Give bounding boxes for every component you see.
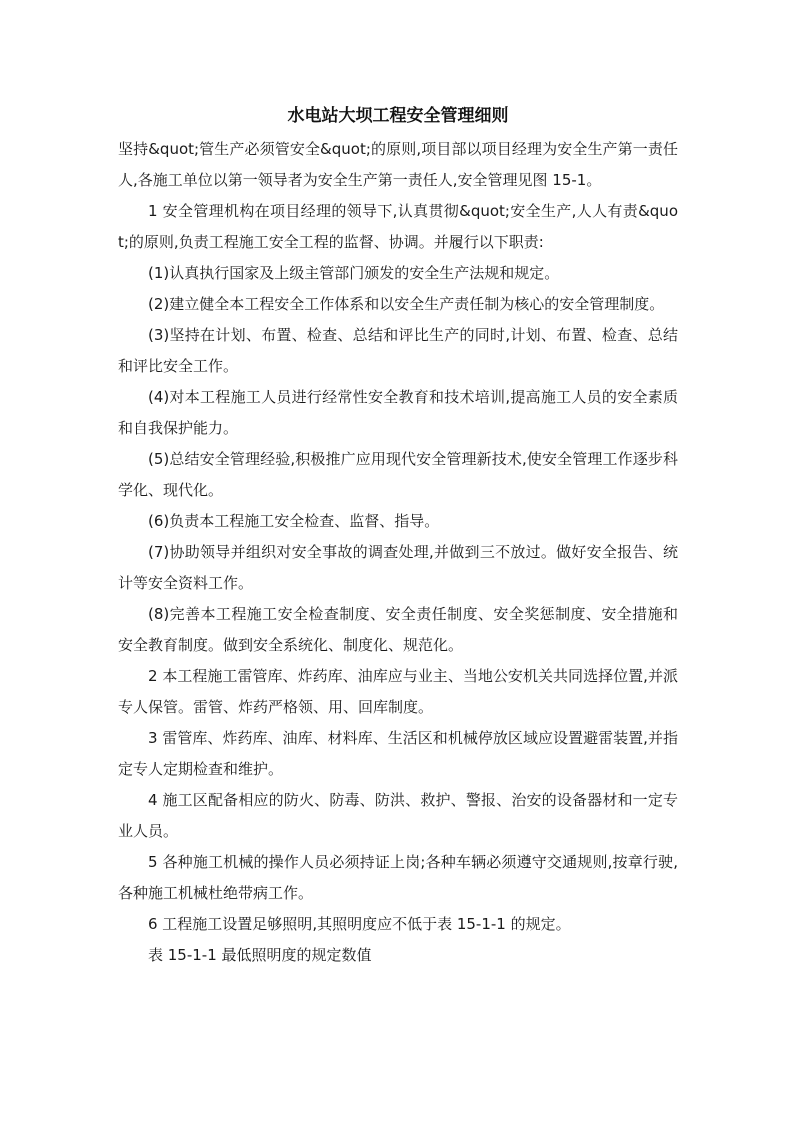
paragraph: (4)对本工程施工人员进行经常性安全教育和技术培训,提高施工人员的安全素质和自我保护能力。 [118, 388, 678, 437]
paragraph: (7)协助领导并组织对安全事故的调查处理,并做到三不放过。做好安全报告、统计等安全资料工作。 [118, 543, 678, 592]
paragraph: 表 15-1-1 最低照明度的规定数值 [148, 946, 372, 964]
paragraph: 5 各种施工机械的操作人员必须持证上岗;各种车辆必须遵守交通规则,按章行驶,各种施工机械杜绝带病工作。 [118, 853, 678, 902]
paragraph: 1 安全管理机构在项目经理的领导下,认真贯彻&quot;安全生产,人人有责&quot;的原则,负责工程施工安全工程的监督、协调。并履行以下职责: [118, 202, 678, 251]
paragraph: 3 雷管库、炸药库、油库、材料库、生活区和机械停放区域应设置避雷装置,并指定专人定期检查和维护。 [118, 729, 678, 778]
paragraph: 坚持&quot;管生产必须管安全&quot;的原则,项目部以项目经理为安全生产第一责任人,各施工单位以第一领导者为安全生产第一责任人,安全管理见图 15-1。 [118, 140, 678, 189]
paragraph: (3)坚持在计划、布置、检查、总结和评比生产的同时,计划、布置、检查、总结和评比安全工作。 [118, 326, 678, 375]
paragraph: (2)建立健全本工程安全工作体系和以安全生产责任制为核心的安全管理制度。 [148, 295, 665, 313]
paragraph: 4 施工区配备相应的防火、防毒、防洪、救护、警报、治安的设备器材和一定专业人员。 [118, 791, 678, 840]
paragraph: (8)完善本工程施工安全检查制度、安全责任制度、安全奖惩制度、安全措施和安全教育制度。做到安全系统化、制度化、规范化。 [118, 605, 678, 654]
paragraph-list [118, 134, 678, 971]
document-title: 水电站大坝工程安全管理细则 [287, 106, 509, 126]
document-body [118, 100, 678, 971]
paragraph: (1)认真执行国家及上级主管部门颁发的安全生产法规和规定。 [148, 264, 560, 282]
paragraph: (5)总结安全管理经验,积极推广应用现代安全管理新技术,使安全管理工作逐步科学化、现代化。 [118, 450, 678, 499]
paragraph: (6)负责本工程施工安全检查、监督、指导。 [148, 512, 440, 530]
paragraph: 6 工程施工设置足够照明,其照明度应不低于表 15-1-1 的规定。 [148, 915, 571, 933]
paragraph: 2 本工程施工雷管库、炸药库、油库应与业主、当地公安机关共同选择位置,并派专人保管。雷管、炸药严格领、用、回库制度。 [118, 667, 678, 716]
